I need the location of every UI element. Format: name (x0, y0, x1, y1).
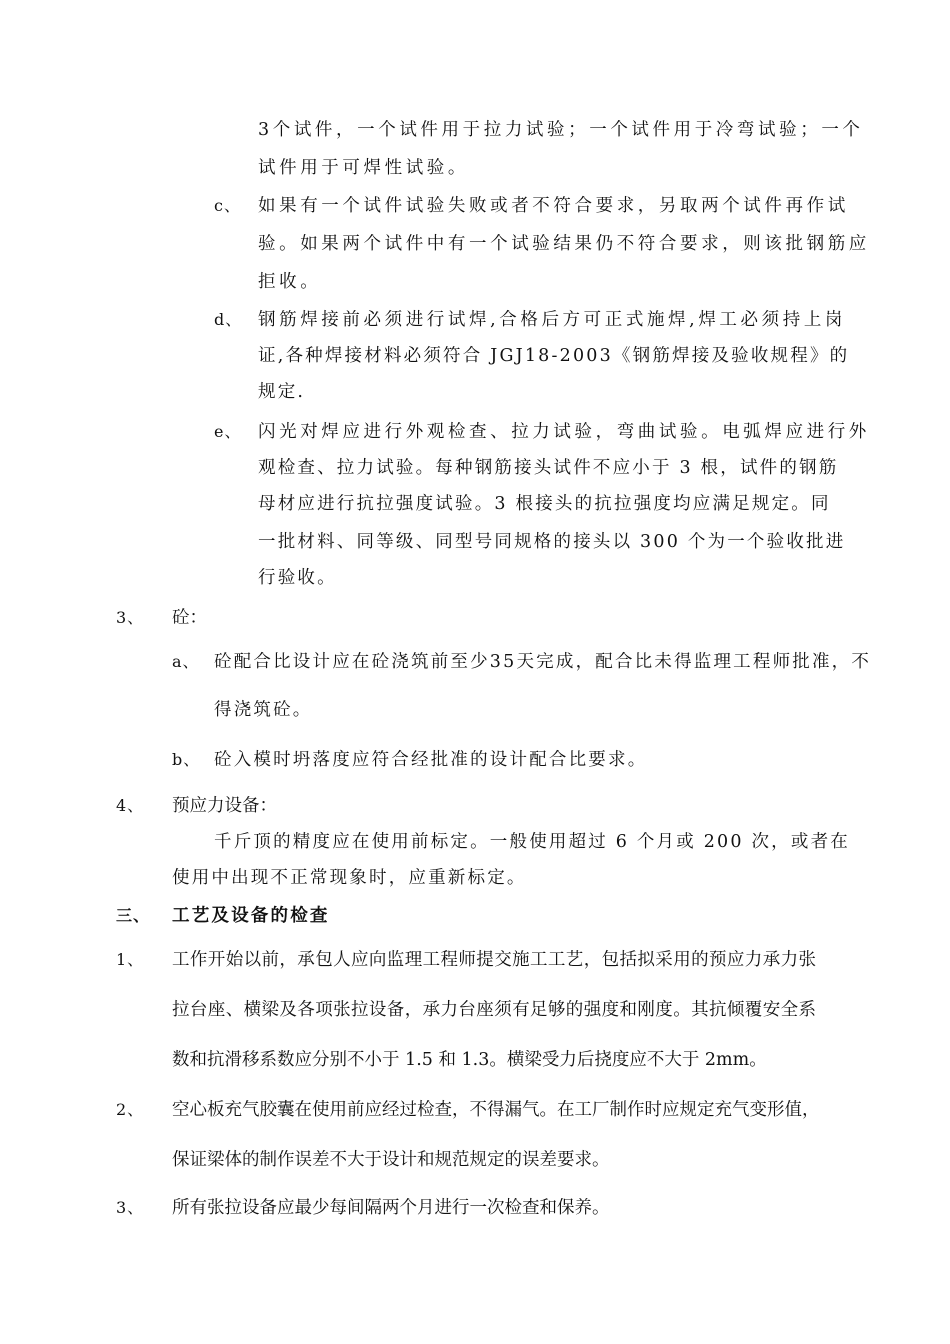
paragraph-line: 保证梁体的制作误差不大于设计和规范规定的误差要求。 (172, 1150, 610, 1170)
paragraph-line: 空心板充气胶囊在使用前应经过检查，不得漏气。在工厂制作时应规定充气变形值， (172, 1100, 820, 1120)
section-number: 3、 (116, 1198, 145, 1217)
paragraph-line: 验。如果两个试件中有一个试验结果仍不符合要求，则该批钢筋应 (258, 234, 870, 254)
section-number: 2、 (116, 1100, 145, 1119)
list-marker: e、 (214, 422, 242, 441)
section-heading: 预应力设备： (172, 796, 277, 816)
chapter-heading: 工艺及设备的检查 (172, 906, 330, 926)
paragraph-line: 数和抗滑移系数应分别不小于 1.5 和 1.3。横梁受力后挠度应不大于 2mm。 (172, 1050, 767, 1070)
list-marker: d、 (214, 310, 243, 329)
paragraph-line: 如果有一个试件试验失败或者不符合要求，另取两个试件再作试 (258, 196, 849, 216)
paragraph-line: 使用中出现不正常现象时，应重新标定。 (172, 868, 527, 888)
paragraph-line: 砼入模时坍落度应符合经批准的设计配合比要求。 (214, 750, 648, 770)
paragraph-line: 规定. (258, 382, 306, 402)
paragraph-line: 行验收。 (258, 568, 337, 588)
paragraph-line: 3个试件，一个试件用于拉力试验；一个试件用于冷弯试验；一个 (258, 120, 864, 140)
section-number: 1、 (116, 950, 145, 969)
paragraph-line: 观检查、拉力试验。每种钢筋接头试件不应小于 3 根，试件的钢筋 (258, 458, 839, 478)
paragraph-line: 拉台座、横梁及各项张拉设备，承力台座须有足够的强度和刚度。其抗倾覆安全系 (172, 1000, 817, 1020)
list-marker: b、 (172, 750, 201, 769)
paragraph-line: 证,各种焊接材料必须符合 JGJ18-2003《钢筋焊接及验收规程》的 (258, 346, 850, 366)
list-marker: a、 (172, 652, 200, 671)
paragraph-line: 得浇筑砼。 (214, 700, 313, 720)
paragraph-line: 母材应进行抗拉强度试验。3 根接头的抗拉强度均应满足规定。同 (258, 494, 831, 514)
chapter-number: 三、 (116, 906, 151, 925)
paragraph-line: 所有张拉设备应最少每间隔两个月进行一次检查和保养。 (172, 1198, 610, 1218)
paragraph-line: 钢筋焊接前必须进行试焊,合格后方可正式施焊,焊工必须持上岗 (258, 310, 847, 330)
paragraph-line: 闪光对焊应进行外观检查、拉力试验，弯曲试验。电弧焊应进行外 (258, 422, 870, 442)
paragraph-line: 工作开始以前，承包人应向监理工程师提交施工工艺，包括拟采用的预应力承力张 (172, 950, 817, 970)
list-marker: c、 (214, 196, 241, 215)
paragraph-line: 千斤顶的精度应在使用前标定。一般使用超过 6 个月或 200 次，或者在 (214, 832, 850, 852)
section-number: 3、 (116, 608, 145, 627)
paragraph-line: 砼配合比设计应在砼浇筑前至少35天完成，配合比未得监理工程师批准，不 (214, 652, 872, 672)
paragraph-line: 一批材料、同等级、同型号同规格的接头以 300 个为一个验收批进 (258, 532, 846, 552)
section-number: 4、 (116, 796, 145, 815)
paragraph-line: 拒收。 (258, 272, 322, 292)
paragraph-line: 试件用于可焊性试验。 (258, 158, 469, 178)
section-heading: 砼： (172, 608, 207, 628)
